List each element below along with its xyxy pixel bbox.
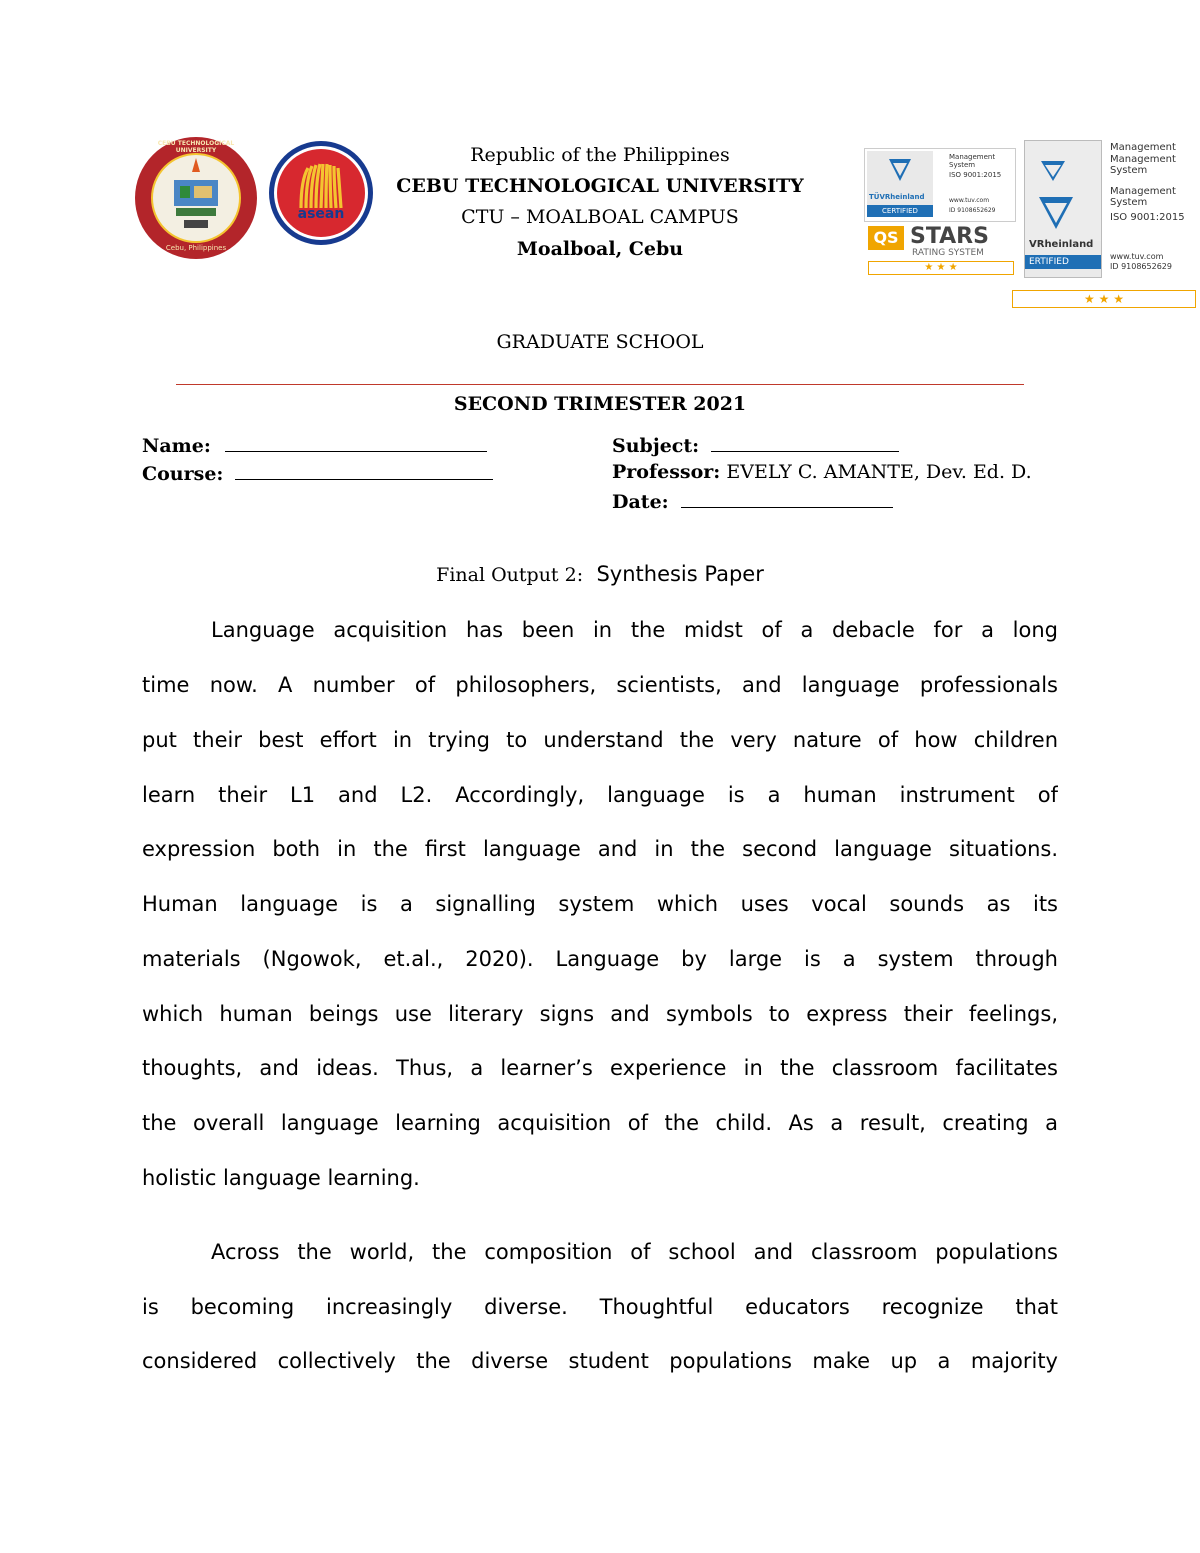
professor-value: EVELY C. AMANTE, Dev. Ed. D. xyxy=(726,461,1032,483)
ctu-seal-bottom-text: Cebu, Philippines xyxy=(165,244,227,252)
professor-label: Professor: xyxy=(612,461,721,483)
para1-line-8: which human beings use literary signs and symbols to express their feelings, xyxy=(142,1002,1058,1026)
subject-label: Subject: xyxy=(612,435,700,457)
tuv2-url-text: www.tuv.com xyxy=(1110,252,1164,261)
para1-line-5: expression both in the first language and in the second language situations. xyxy=(142,837,1058,861)
term-heading: SECOND TRIMESTER 2021 xyxy=(453,393,747,415)
para1-line-1: Language acquisition has been in the midst of a debacle for a long xyxy=(211,618,1058,642)
tuv2-id-text: ID 9108652629 xyxy=(1110,262,1172,271)
tuv-mgmt-text: Management System xyxy=(949,153,996,169)
name-field xyxy=(142,433,487,457)
tuv-id-text: ID 9108652629 xyxy=(949,207,996,214)
tuv-brand-text: TÜVRheinland xyxy=(869,193,925,201)
professor-field xyxy=(612,461,1032,483)
date-blank[interactable] xyxy=(681,489,893,508)
course-field xyxy=(142,461,493,485)
tuv2-certified-bar: ERTIFIED xyxy=(1025,255,1101,269)
ctu-seal-logo xyxy=(134,136,258,260)
subject-field xyxy=(612,433,899,457)
para1-line-10: the overall language learning acquisition of the child. As a result, creating a xyxy=(142,1111,1058,1135)
qs-stars-row: ★ ★ ★ xyxy=(868,261,1014,275)
header-campus: CTU – MOALBOAL CAMPUS xyxy=(461,206,739,228)
header-divider xyxy=(176,384,1024,385)
tuv2-mgmt-text: Management System xyxy=(1110,154,1176,176)
tuv2-brand-text: VRheinland xyxy=(1029,239,1094,250)
header-university: CEBU TECHNOLOGICAL UNIVERSITY xyxy=(396,175,804,197)
para2-line-1: Across the world, the composition of school and classroom populations xyxy=(211,1240,1058,1264)
date-label: Date: xyxy=(612,491,669,513)
para1-line-2: time now. A number of philosophers, scientists, and language professionals xyxy=(142,673,1058,697)
tuv-url-text: www.tuv.com xyxy=(949,197,990,204)
para1-line-11: holistic language learning. xyxy=(142,1166,420,1190)
tuv-iso-text: ISO 9001:2015 xyxy=(949,171,1002,179)
asean-text: asean xyxy=(297,206,345,222)
date-field xyxy=(612,489,893,513)
header-republic: Republic of the Philippines xyxy=(470,144,730,166)
para1-line-3: put their best effort in trying to understand the very nature of how children xyxy=(142,728,1058,752)
tuv-certificate-badge-2 xyxy=(1024,140,1200,278)
tuv2-mgmt-top: Management xyxy=(1110,142,1176,153)
header-location: Moalboal, Cebu xyxy=(516,238,684,260)
course-blank[interactable] xyxy=(235,461,493,480)
para2-line-2: is becoming increasingly diverse. Thoughtful educators recognize that xyxy=(142,1295,1058,1319)
qs-stars-word: STARS xyxy=(910,224,989,249)
tuv2-iso-text: ISO 9001:2015 xyxy=(1110,212,1185,223)
qs-badge: QS xyxy=(868,226,904,250)
subject-blank[interactable] xyxy=(711,433,899,452)
paper-title xyxy=(0,562,1200,586)
para1-line-4: learn their L1 and L2. Accordingly, language is a human instrument of xyxy=(142,783,1058,807)
paper-title-name: Synthesis Paper xyxy=(596,562,764,586)
tuv-certified-bar: CERTIFIED xyxy=(867,205,933,217)
tuv2-mgmt-text-2: Management System xyxy=(1110,186,1176,208)
tuv-certificate-badge xyxy=(864,148,1016,222)
tuv2-stars-row: ★ ★ ★ xyxy=(1012,290,1196,308)
ctu-seal-ring-text: CEBU TECHNOLOGICAL UNIVERSITY xyxy=(157,140,235,154)
para2-line-3: considered collectively the diverse student populations make up a majority xyxy=(142,1349,1058,1373)
name-blank[interactable] xyxy=(225,433,487,452)
para1-line-7: materials (Ngowok, et.al., 2020). Language by large is a system through xyxy=(142,947,1058,971)
qs-stars-badge xyxy=(866,224,1014,276)
course-label: Course: xyxy=(142,463,224,485)
para1-line-6: Human language is a signalling system which uses vocal sounds as its xyxy=(142,892,1058,916)
graduate-school-heading: GRADUATE SCHOOL xyxy=(496,331,704,353)
qs-rating-text: RATING SYSTEM xyxy=(912,248,984,258)
name-label: Name: xyxy=(142,435,211,457)
para1-line-9: thoughts, and ideas. Thus, a learner’s experience in the classroom facilitates xyxy=(142,1056,1058,1080)
paper-title-prefix: Final Output 2: xyxy=(436,564,584,586)
